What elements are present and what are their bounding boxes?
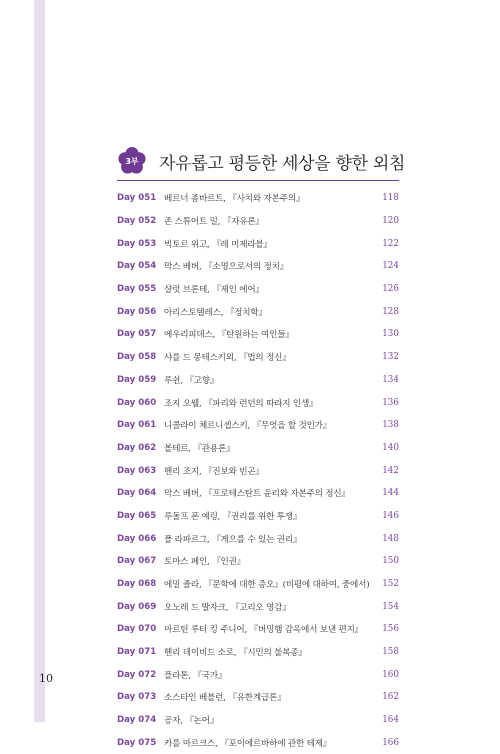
toc-page-number: 118 xyxy=(369,193,399,203)
toc-entry-title: 베르너 좀바르트, 『사치와 자본주의』 xyxy=(164,192,369,204)
toc-day-label: Day 069 xyxy=(117,602,164,612)
toc-row xyxy=(117,618,399,641)
toc-entry-title: 니콜라이 체르니셉스키, 『무엇을 할 것인가』 xyxy=(164,419,369,431)
toc-entry-title: 헨리 데이비드 소로, 『시민의 불복종』 xyxy=(164,646,369,658)
toc-page-number: 128 xyxy=(369,307,399,317)
toc-row xyxy=(117,369,399,392)
toc-row xyxy=(117,323,399,346)
table-of-contents xyxy=(117,187,399,754)
toc-row xyxy=(117,550,399,573)
toc-row xyxy=(117,573,399,596)
toc-day-label: Day 059 xyxy=(117,375,164,385)
toc-row xyxy=(117,641,399,664)
toc-row xyxy=(117,346,399,369)
toc-row xyxy=(117,391,399,414)
toc-page-number: 160 xyxy=(369,670,399,680)
toc-entry-title: 볼테르, 『관용론』 xyxy=(164,442,369,454)
toc-entry-title: 막스 베버, 『소명으로서의 정치』 xyxy=(164,260,369,272)
toc-day-label: Day 058 xyxy=(117,352,164,362)
toc-entry-title: 카를 마르크스, 『포이에르바하에 관한 테제』 xyxy=(164,737,369,749)
toc-day-label: Day 066 xyxy=(117,534,164,544)
toc-day-label: Day 068 xyxy=(117,579,164,589)
toc-page-number: 138 xyxy=(369,420,399,430)
toc-entry-title: 샬럿 브론테, 『제인 에어』 xyxy=(164,283,369,295)
toc-day-label: Day 062 xyxy=(117,443,164,453)
toc-entry-title: 에밀 졸라, 『문학에 대한 증오』(비평에 대하여, 중에서) xyxy=(164,578,369,590)
side-color-bar xyxy=(34,0,45,722)
toc-day-label: Day 067 xyxy=(117,556,164,566)
toc-day-label: Day 071 xyxy=(117,647,164,657)
toc-page-number: 152 xyxy=(369,579,399,589)
toc-day-label: Day 060 xyxy=(117,398,164,408)
toc-entry-title: 소스타인 베블런, 『유한계급론』 xyxy=(164,691,369,703)
toc-page-number: 158 xyxy=(369,647,399,657)
toc-page-number: 156 xyxy=(369,624,399,634)
toc-day-label: Day 063 xyxy=(117,466,164,476)
toc-row xyxy=(117,210,399,233)
toc-page-number: 144 xyxy=(369,488,399,498)
part-title: 자유롭고 평등한 세상을 향한 외침 xyxy=(159,149,405,174)
toc-entry-title: 존 스튜어트 밀, 『자유론』 xyxy=(164,215,369,227)
part-badge-label: 3부 xyxy=(117,146,147,176)
toc-day-label: Day 070 xyxy=(117,624,164,634)
flower-badge-icon xyxy=(117,146,147,176)
toc-row xyxy=(117,732,399,754)
toc-page-number: 150 xyxy=(369,556,399,566)
toc-page-number: 130 xyxy=(369,329,399,339)
toc-row xyxy=(117,414,399,437)
toc-page-number: 154 xyxy=(369,602,399,612)
toc-entry-title: 헨리 조지, 『진보와 빈곤』 xyxy=(164,465,369,477)
toc-page-number: 122 xyxy=(369,239,399,249)
toc-page-number: 164 xyxy=(369,715,399,725)
part-header xyxy=(117,146,405,176)
toc-day-label: Day 065 xyxy=(117,511,164,521)
toc-entry-title: 폴 라파르그, 『게으를 수 있는 권리』 xyxy=(164,533,369,545)
toc-row xyxy=(117,663,399,686)
header-divider xyxy=(117,180,399,181)
toc-entry-title: 막스 베버, 『프로테스탄트 윤리와 자본주의 정신』 xyxy=(164,487,369,499)
toc-row xyxy=(117,255,399,278)
toc-entry-title: 조지 오웰, 『파리와 런던의 따라지 인생』 xyxy=(164,397,369,409)
toc-page-number: 140 xyxy=(369,443,399,453)
toc-row xyxy=(117,505,399,528)
toc-row xyxy=(117,300,399,323)
toc-row xyxy=(117,278,399,301)
toc-page-number: 166 xyxy=(369,738,399,748)
toc-day-label: Day 073 xyxy=(117,692,164,702)
toc-row xyxy=(117,232,399,255)
toc-entry-title: 공자, 『논어』 xyxy=(164,714,369,726)
toc-day-label: Day 072 xyxy=(117,670,164,680)
toc-page-number: 124 xyxy=(369,261,399,271)
toc-page-number: 146 xyxy=(369,511,399,521)
toc-entry-title: 루돌프 폰 예링, 『권리를 위한 투쟁』 xyxy=(164,510,369,522)
toc-row xyxy=(117,527,399,550)
toc-page-number: 148 xyxy=(369,534,399,544)
toc-entry-title: 토마스 페인, 『인권』 xyxy=(164,555,369,567)
toc-entry-title: 샤를 드 몽테스키외, 『법의 정신』 xyxy=(164,351,369,363)
toc-row xyxy=(117,686,399,709)
toc-day-label: Day 061 xyxy=(117,420,164,430)
toc-entry-title: 루쉰, 『고향』 xyxy=(164,374,369,386)
toc-entry-title: 플라톤, 『국가』 xyxy=(164,669,369,681)
toc-entry-title: 오노레 드 발자크, 『고리오 영감』 xyxy=(164,601,369,613)
toc-page-number: 162 xyxy=(369,692,399,702)
toc-row xyxy=(117,482,399,505)
toc-page-number: 126 xyxy=(369,284,399,294)
toc-page-number: 142 xyxy=(369,466,399,476)
toc-row xyxy=(117,709,399,732)
toc-day-label: Day 064 xyxy=(117,488,164,498)
toc-day-label: Day 051 xyxy=(117,193,164,203)
toc-day-label: Day 053 xyxy=(117,239,164,249)
toc-page-number: 120 xyxy=(369,216,399,226)
toc-row xyxy=(117,595,399,618)
toc-day-label: Day 075 xyxy=(117,738,164,748)
toc-row xyxy=(117,187,399,210)
toc-row xyxy=(117,437,399,460)
toc-page-number: 134 xyxy=(369,375,399,385)
toc-entry-title: 에우리피데스, 『탄원하는 여인들』 xyxy=(164,328,369,340)
toc-day-label: Day 052 xyxy=(117,216,164,226)
page-number: 10 xyxy=(39,672,53,685)
toc-day-label: Day 056 xyxy=(117,307,164,317)
toc-day-label: Day 074 xyxy=(117,715,164,725)
toc-day-label: Day 054 xyxy=(117,261,164,271)
toc-entry-title: 마르틴 루터 킹 주니어, 『버밍햄 감옥에서 보낸 편지』 xyxy=(164,623,369,635)
toc-day-label: Day 057 xyxy=(117,329,164,339)
toc-entry-title: 빅토르 위고, 『레 미제라블』 xyxy=(164,238,369,250)
toc-page-number: 136 xyxy=(369,398,399,408)
toc-row xyxy=(117,459,399,482)
toc-day-label: Day 055 xyxy=(117,284,164,294)
toc-entry-title: 아리스토텔레스, 『정치학』 xyxy=(164,306,369,318)
toc-page-number: 132 xyxy=(369,352,399,362)
